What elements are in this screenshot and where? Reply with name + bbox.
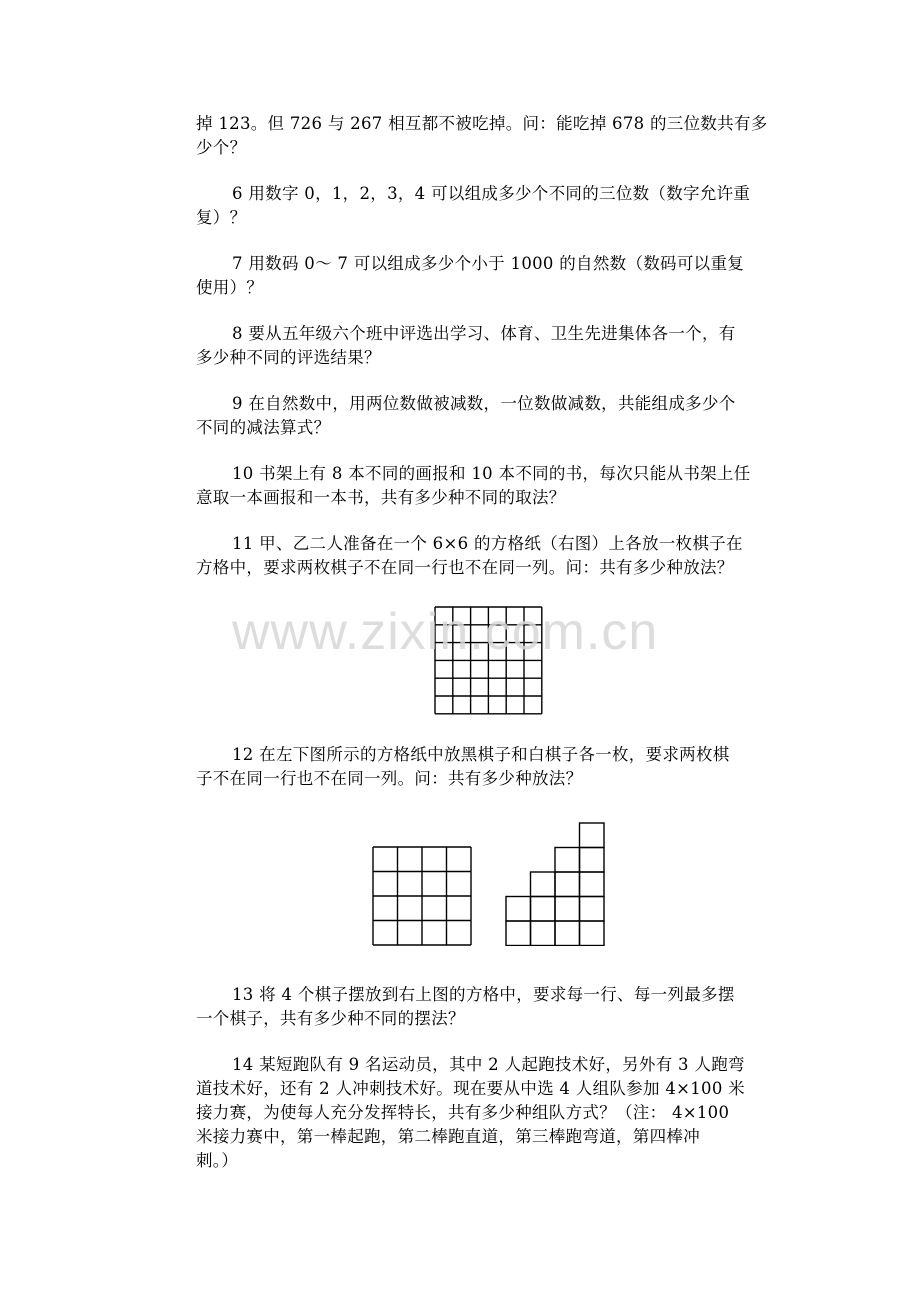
problem-12-line-1: 12 在左下图所示的方格纸中放黑棋子和白棋子各一枚，要求两枚棋 bbox=[232, 745, 730, 764]
problem-8-line-1: 8 要从五年级六个班中评选出学习、体育、卫生先进集体各一个，有 bbox=[232, 324, 736, 343]
problem-6-line-2: 复）？ bbox=[196, 208, 247, 227]
staircase-cell bbox=[555, 872, 580, 897]
problem-7-line-1: 7 用数码 0～ 7 可以组成多少个小于 1000 的自然数（数码可以重复 bbox=[232, 254, 745, 273]
problem-6-line-1: 6 用数字 0，1，2，3，4 可以组成多少个不同的三位数（数字允许重 bbox=[232, 184, 751, 203]
problem-14-line-3: 接力赛，为使每人充分发挥特长，共有多少种组队方式？（注： 4×100 bbox=[196, 1103, 730, 1122]
problem-5-line-1: 掉 123。但 726 与 267 相互都不被吃掉。问：能吃掉 678 的三位数共有多 bbox=[196, 114, 768, 133]
staircase-cell bbox=[580, 823, 605, 848]
staircase-cell bbox=[555, 921, 580, 946]
staircase-cell bbox=[506, 921, 531, 946]
problem-11-line-1: 11 甲、乙二人准备在一个 6×6 的方格纸（右图）上各放一枚棋子在 bbox=[232, 534, 743, 553]
grid-4x4-figure bbox=[372, 846, 474, 946]
problem-9-line-1: 9 在自然数中，用两位数做被减数，一位数做减数，共能组成多少个 bbox=[232, 394, 736, 413]
problem-14-line-4: 米接力赛中，第一棒起跑，第二棒跑直道，第三棒跑弯道，第四棒冲 bbox=[196, 1127, 700, 1146]
staircase-cell bbox=[580, 872, 605, 897]
staircase-cell bbox=[531, 921, 556, 946]
problem-9-line-2: 不同的减法算式？ bbox=[196, 418, 331, 437]
staircase-cell bbox=[555, 897, 580, 922]
problem-8-line-2: 多少种不同的评选结果？ bbox=[196, 348, 381, 367]
problem-13-line-2: 一个棋子，共有多少种不同的摆法？ bbox=[196, 1009, 465, 1028]
staircase-cell bbox=[580, 897, 605, 922]
staircase-cell bbox=[531, 897, 556, 922]
problem-13-line-1: 13 将 4 个棋子摆放到右上图的方格中，要求每一行、每一列最多摆 bbox=[232, 985, 735, 1004]
problem-10-line-1: 10 书架上有 8 本不同的画报和 10 本不同的书，每次只能从书架上任 bbox=[232, 464, 751, 483]
problem-14-line-2: 道技术好，还有 2 人冲刺技术好。现在要从中选 4 人组队参加 4×100 米 bbox=[196, 1079, 745, 1098]
problem-5-line-2: 少个？ bbox=[196, 138, 247, 157]
staircase-cell bbox=[580, 921, 605, 946]
staircase-cell bbox=[531, 872, 556, 897]
problem-14-line-5: 刺。） bbox=[196, 1151, 239, 1170]
staircase-grid-figure bbox=[505, 822, 607, 946]
staircase-cell bbox=[506, 897, 531, 922]
problem-11-line-2: 方格中，要求两枚棋子不在同一行也不在同一列。问：共有多少种放法？ bbox=[196, 558, 734, 577]
problem-14-line-1: 14 某短跑队有 9 名运动员，其中 2 人起跑技术好，另外有 3 人跑弯 bbox=[232, 1055, 745, 1074]
problem-10-line-2: 意取一本画报和一本书，共有多少种不同的取法？ bbox=[196, 488, 566, 507]
problem-12-line-2: 子不在同一行也不在同一列。问：共有多少种放法？ bbox=[196, 769, 583, 788]
staircase-cell bbox=[555, 848, 580, 873]
watermark: www.zixin.com.cn bbox=[232, 603, 659, 661]
staircase-cell bbox=[580, 848, 605, 873]
problem-7-line-2: 使用）？ bbox=[196, 278, 264, 297]
